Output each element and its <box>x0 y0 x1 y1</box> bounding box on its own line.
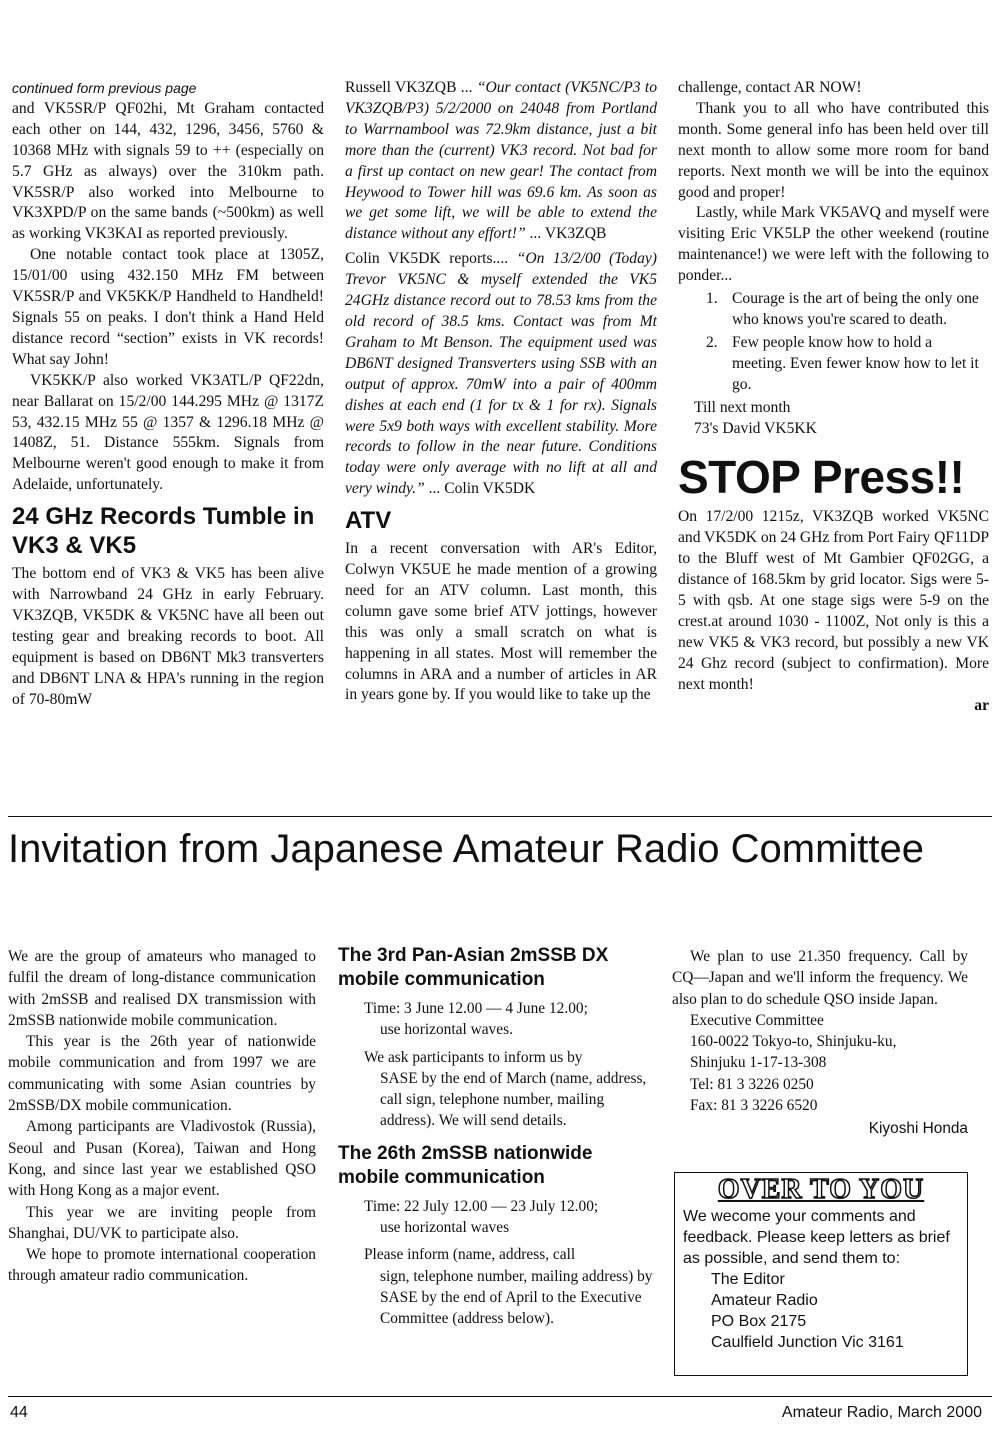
column-2 <box>345 78 657 706</box>
event-time <box>364 998 654 1041</box>
time-line: Time: 22 July 12.00 — 23 July 12.00; <box>364 1197 599 1215</box>
invitation-column-1 <box>8 946 316 1287</box>
list-item <box>706 289 989 331</box>
paragraph: We hope to promote international cooperation through amateur radio communication. <box>8 1246 316 1285</box>
article-end-mark: ar <box>974 696 989 714</box>
section-heading: 24 GHz Records Tumble in VK3 & VK5 <box>12 503 315 560</box>
paragraph: We plan to use 21.350 frequency. Call by CQ—Japan and we'll inform the frequency. We also plan to do schedule QSO inside Japan. <box>672 948 968 1008</box>
paragraph: This year is the 26th year of nationwide mobile communication and from 1997 we are communicating with some Asian countries by 2mSSB/DX mobile communication. <box>8 1033 316 1115</box>
address-line: Amateur Radio <box>711 1292 818 1309</box>
paragraph: The bottom end of VK3 & VK5 has been alive with Narrowband 24 GHz in early February. VK3ZQB, VK5DK & VK5NC have all been out testing gear and breaking records to boot. All equipment is based on DB6NT Mk3 transverters and DB6NT LNA & HPA's running in the region of 70-80mW <box>12 565 324 708</box>
list-number: 2. <box>706 333 718 351</box>
box-text: We wecome your comments and feedback. Please keep letters as brief as possible, and send them to: <box>683 1208 950 1267</box>
stop-press-heading: STOP Press!! <box>678 451 965 504</box>
list-text: Few people know how to hold a meeting. Even fewer know how to let it go. <box>732 333 979 393</box>
over-to-you-box <box>674 1172 968 1376</box>
paragraph <box>345 249 657 500</box>
publication-info: Amateur Radio, March 2000 <box>781 1404 982 1421</box>
fax-line: Fax: 81 3 3226 6520 <box>690 1097 818 1115</box>
paragraph: One notable contact took place at 1305Z, 15/01/00 using 432.150 MHz FM between VK5SR/P and VK5KK/P Handheld to Handheld! Signals 55 on peaks. I don't think a Hand Held distance record “section” exists in VK records! What say John! <box>12 246 324 368</box>
address-line: 160-0022 Tokyo-to, Shinjuku-ku, <box>690 1033 897 1051</box>
request-line: We ask participants to inform us by <box>364 1048 583 1066</box>
address-line: The Editor <box>711 1271 785 1288</box>
event-time <box>364 1196 654 1239</box>
event-request <box>364 1244 654 1329</box>
paragraph <box>345 78 657 245</box>
request-details: SASE by the end of March (name, address, call sign, telephone number, mailing address). We will send details. <box>380 1069 647 1130</box>
paragraph: VK5KK/P also worked VK3ATL/P QF22dn, near Ballarat on 15/2/00 144.295 MHz @ 1317Z 53, 432.15 MHz 55 @ 1357 & 1296.18 MHz @ 1408Z, 51. Distance 555km. Signals from Melbourne weren't good enough to make it from Adelaide, unfortunately. <box>12 371 324 494</box>
invitation-column-3 <box>672 946 968 1140</box>
closing-signature: 73's David VK5KK <box>694 419 817 437</box>
section-heading: ATV <box>345 507 392 535</box>
paragraph: Thank you to all who have contributed this month. Some general info has been held over till next month to allow some more room for band reports. Next month we will be into the equinox good and proper! <box>678 99 989 201</box>
address-line: Executive Committee <box>690 1011 824 1029</box>
article-title: Invitation from Japanese Amateur Radio Committee <box>8 827 924 871</box>
quote-lead: Colin VK5DK reports.... <box>345 250 509 268</box>
address-line: Caulfield Junction Vic 3161 <box>711 1334 904 1351</box>
closing-line: Till next month <box>694 398 791 416</box>
numbered-list <box>706 289 989 396</box>
paragraph: Lastly, while Mark VK5AVQ and myself were visiting Eric VK5LP the other weekend (routine maintenance!) we were left with the following to ponder... <box>678 204 989 285</box>
paragraph: challenge, contact AR NOW! <box>678 79 862 96</box>
quote-tail: ... VK3ZQB <box>529 225 607 243</box>
committee-address <box>690 1010 968 1116</box>
address-line: Shinjuku 1-17-13-308 <box>690 1054 827 1072</box>
paragraph: We are the group of amateurs who managed to fulfil the dream of long-distance communication with 2mSSB and realised DX transmission with 2mSSB nationwide mobile communication. <box>8 948 316 1029</box>
list-item <box>706 333 989 396</box>
footer-divider <box>8 1396 992 1397</box>
author-signature: Kiyoshi Honda <box>868 1120 968 1138</box>
list-number: 1. <box>706 290 718 308</box>
quote-lead: Russell VK3ZQB ... <box>345 79 473 96</box>
paragraph: On 17/2/00 1215z, VK3ZQB worked VK5NC and VK5DK on 24 GHz from Port Fairy QF11DP to the Bluff west of Mt Gambier QF02GG, a distance of 168.5km by grid locator. Sigs were 5-5 with qsb. At one stage sigs were 5-9 on the crest.at around 1030 - 1100Z, Not only is this a new VK5 & VK3 record, but possibly a new VK 24 Ghz record (subject to confirmation). More next month! <box>678 508 989 693</box>
subheading: The 3rd Pan-Asian 2mSSB DX mobile communication <box>338 945 609 990</box>
time-note: use horizontal waves. <box>380 1021 513 1039</box>
invitation-column-2 <box>338 944 654 1336</box>
event-request <box>364 1047 654 1132</box>
paragraph: In a recent conversation with AR's Editor, Colwyn VK5UE he made mention of a growing need for an ATV column. Last month, this column gave some brief ATV jottings, however this was only a small scratch on what is happening in all states. Most will remember the columns in ARA and a number of articles in AR in years gone by. If you would like to take up the <box>345 540 657 704</box>
section-divider <box>8 816 992 817</box>
box-heading: OVER TO YOU <box>717 1174 925 1205</box>
paragraph: This year we are inviting people from Shanghai, DU/VK to participate also. <box>8 1203 316 1242</box>
subheading: The 26th 2mSSB nationwide mobile communication <box>338 1142 593 1188</box>
quote-text: “Our contact (VK5NC/P3 to VK3ZQB/P3) 5/2/2000 on 24048 from Portland to Warrnambool was 72.9km distance, just a bit more than the (current) VK3 record. Not bad for a first up contact on new gear! The contact from Heywood to Tower hill was 69.6 km. As soon as we get some lift, we will be able to extend the distance without any effort!” <box>345 79 657 243</box>
quote-text: “On 13/2/00 (Today) Trevor VK5NC & myself extended the VK5 24GHz distance record out to 78.53 kms from the old record of 38.5 kms. Contact was from Mt Graham to Mt Benson. The equipment used was DB6NT designed Transverters using SSB with an output of approx. 70mW into a pair of 400mm dishes at each end (1 for tx & 1 for rx). Signals were 5x9 both ways with excellent stability. More records to follow in the near future. Conditions today were only average with no lift at all and very windy.” <box>345 250 657 498</box>
phone-line: Tel: 81 3 3226 0250 <box>690 1075 814 1093</box>
request-details: sign, telephone number, mailing address) by SASE by the end of April to the Executive Committee (address below). <box>380 1267 653 1328</box>
list-text: Courage is the art of being the only one who knows you're scared to death. <box>732 290 979 328</box>
address-line: PO Box 2175 <box>711 1313 807 1330</box>
editor-address <box>711 1269 959 1353</box>
continued-note: continued form previous page <box>12 80 197 96</box>
column-3 <box>678 78 989 716</box>
paragraph: and VK5SR/P QF02hi, Mt Graham contacted each other on 144, 432, 1296, 3456, 5760 & 10368 MHz with signals 59 to ++ (especially on 5.7 GHz as always) over the 310km path. VK5SR/P also worked into Melbourne to VK3XPD/P on the same bands (~500km) as well as working VK3KAI as reported previously. <box>12 99 324 243</box>
column-1 <box>12 78 324 710</box>
time-note: use horizontal waves <box>380 1219 510 1237</box>
quote-tail: ... Colin VK5DK <box>428 480 536 498</box>
time-line: Time: 3 June 12.00 — 4 June 12.00; <box>364 1000 588 1017</box>
page-number: 44 <box>10 1404 28 1421</box>
paragraph: Among participants are Vladivostok (Russia), Seoul and Pusan (Korea), Taiwan and Hong Kong, and since last year we established QSO with Hong Kong as a major event. <box>8 1118 316 1200</box>
request-line: Please inform (name, address, call <box>364 1246 576 1264</box>
